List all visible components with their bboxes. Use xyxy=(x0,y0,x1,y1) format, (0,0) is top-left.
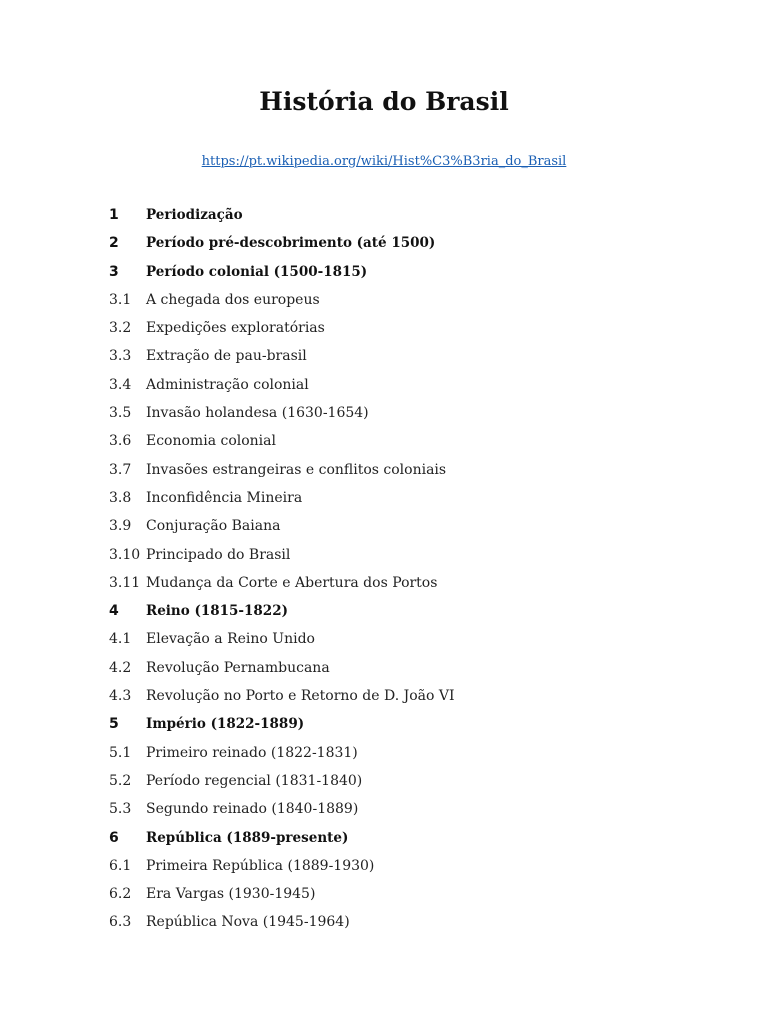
toc-item-number: 3.10 xyxy=(109,546,141,563)
toc-item-label: Período colonial (1500-1815) xyxy=(146,263,368,280)
toc-item-label: Primeiro reinado (1822-1831) xyxy=(146,744,358,761)
toc-item-number: 5.1 xyxy=(109,744,132,761)
toc-item[interactable] xyxy=(109,374,729,402)
toc-item-label: Reino (1815-1822) xyxy=(146,603,288,620)
toc-item[interactable] xyxy=(109,430,729,458)
toc-item-number: 6.2 xyxy=(109,886,132,903)
toc-item-label: Elevação a Reino Unido xyxy=(146,631,315,648)
toc-item-label: Periodização xyxy=(146,207,243,223)
toc-item-number: 3.2 xyxy=(109,320,132,337)
toc-item[interactable] xyxy=(109,883,729,911)
toc-item[interactable] xyxy=(109,487,729,515)
toc-item-number: 6.3 xyxy=(109,914,132,931)
toc-item[interactable] xyxy=(109,798,729,826)
toc-item-label: Inconfidência Mineira xyxy=(146,489,303,506)
toc-item-label: Economia colonial xyxy=(146,433,276,450)
toc-item[interactable] xyxy=(109,628,729,656)
toc-item-label: Revolução Pernambucana xyxy=(146,659,330,676)
toc-item-number: 4 xyxy=(109,603,119,620)
toc-item[interactable] xyxy=(109,855,729,883)
toc-item-label: A chegada dos europeus xyxy=(146,291,320,308)
toc-item[interactable] xyxy=(109,742,729,770)
toc-item-label: Expedições exploratórias xyxy=(146,320,325,337)
toc-item-number: 5 xyxy=(109,716,119,733)
toc-item-number: 2 xyxy=(109,235,119,252)
toc-item[interactable] xyxy=(109,713,729,741)
toc-item[interactable] xyxy=(109,402,729,430)
toc-item-label: República (1889-presente) xyxy=(146,829,349,846)
toc-item-label: Invasão holandesa (1630-1654) xyxy=(146,405,369,422)
toc-item[interactable] xyxy=(109,827,729,855)
toc-item[interactable] xyxy=(109,459,729,487)
toc-item-label: República Nova (1945-1964) xyxy=(146,914,350,931)
toc-item-number: 3.1 xyxy=(109,291,132,308)
table-of-contents xyxy=(109,204,729,940)
toc-item-number: 6.1 xyxy=(109,857,132,874)
toc-item-number: 1 xyxy=(109,207,119,223)
toc-item-label: Extração de pau-brasil xyxy=(146,348,307,365)
toc-item[interactable] xyxy=(109,515,729,543)
toc-item[interactable] xyxy=(109,345,729,373)
toc-item-label: Invasões estrangeiras e conflitos coloniais xyxy=(146,461,447,478)
toc-item[interactable] xyxy=(109,204,729,232)
toc-item-number: 3.9 xyxy=(109,518,132,535)
toc-item-label: Período regencial (1831-1840) xyxy=(146,772,363,789)
toc-item-number: 3.3 xyxy=(109,348,132,365)
page-title: História do Brasil xyxy=(259,87,509,116)
toc-item[interactable] xyxy=(109,770,729,798)
toc-item[interactable] xyxy=(109,232,729,260)
toc-item[interactable] xyxy=(109,657,729,685)
toc-item[interactable] xyxy=(109,289,729,317)
toc-item-label: Mudança da Corte e Abertura dos Portos xyxy=(146,574,438,591)
toc-item[interactable] xyxy=(109,572,729,600)
toc-item-label: Principado do Brasil xyxy=(146,546,291,563)
toc-item-label: Período pré-descobrimento (até 1500) xyxy=(146,235,436,252)
toc-item[interactable] xyxy=(109,600,729,628)
toc-item-number: 4.2 xyxy=(109,659,132,676)
toc-item-number: 4.3 xyxy=(109,688,132,705)
toc-item[interactable] xyxy=(109,544,729,572)
toc-item-label: Revolução no Porto e Retorno de D. João VI xyxy=(146,688,455,705)
toc-item-label: Segundo reinado (1840-1889) xyxy=(146,801,359,818)
toc-item-number: 3.11 xyxy=(109,574,141,591)
toc-item[interactable] xyxy=(109,685,729,713)
toc-item-number: 3.6 xyxy=(109,433,132,450)
toc-item-number: 3.5 xyxy=(109,405,132,422)
toc-item[interactable] xyxy=(109,317,729,345)
toc-item-number: 4.1 xyxy=(109,631,132,648)
toc-item-label: Era Vargas (1930-1945) xyxy=(146,886,316,903)
toc-item-number: 3.4 xyxy=(109,376,132,393)
toc-item-number: 3.7 xyxy=(109,461,132,478)
toc-item-label: Império (1822-1889) xyxy=(146,716,305,733)
toc-item-label: Primeira República (1889-1930) xyxy=(146,857,375,874)
source-link[interactable]: https://pt.wikipedia.org/wiki/Hist%C3%B3ria_do_Brasil xyxy=(201,154,567,169)
toc-item-number: 3 xyxy=(109,263,119,280)
toc-item[interactable] xyxy=(109,911,729,939)
toc-item-number: 3.8 xyxy=(109,489,132,506)
toc-item-number: 5.2 xyxy=(109,772,132,789)
toc-item-number: 6 xyxy=(109,829,119,846)
toc-item-label: Conjuração Baiana xyxy=(146,518,281,535)
toc-item-label: Administração colonial xyxy=(146,376,309,393)
toc-item[interactable] xyxy=(109,261,729,289)
toc-item-number: 5.3 xyxy=(109,801,132,818)
